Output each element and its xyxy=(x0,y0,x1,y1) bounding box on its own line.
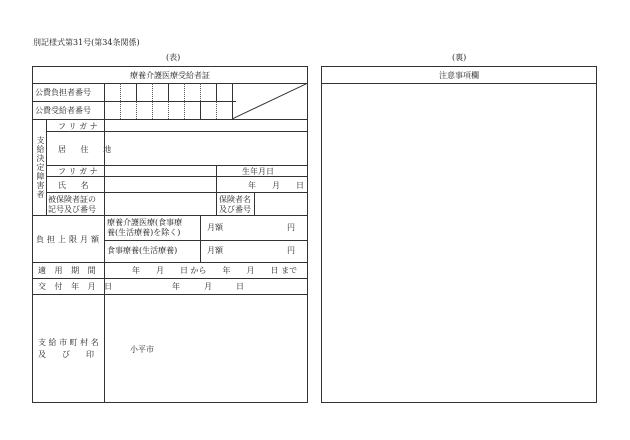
municipality-value: 小平市 xyxy=(130,345,154,354)
recipient-side-label: 支給決定障害者 xyxy=(36,136,45,199)
address-label: 居 住 地 xyxy=(58,145,118,154)
insured-card-label-2: 記号及び番号 xyxy=(48,205,96,214)
issue-date-value: 年 月 日 xyxy=(172,282,244,291)
limit-item-1-line-1: 療養介護医療(食事療 xyxy=(107,218,183,227)
yen-1: 円 xyxy=(287,223,295,232)
municipality-label-1: 支 給 市 町 村 名 xyxy=(38,338,99,347)
limit-item-1-line-2: 養(生活療養)を除く) xyxy=(107,228,181,237)
insurer-label-1: 保険者名 xyxy=(219,195,251,204)
back-card-title: 注意事項欄 xyxy=(439,71,479,80)
name-label: 氏 名 xyxy=(58,181,95,190)
yen-2: 円 xyxy=(287,246,295,255)
issue-date-label: 交 付 年 月 日 xyxy=(38,282,116,291)
recipient-number-label: 公費受給者番号 xyxy=(35,106,91,115)
municipality-label-2: 及 び 印 xyxy=(38,350,94,359)
furigana-label-1: フ リ ガ ナ xyxy=(58,122,98,131)
back-card xyxy=(321,66,597,403)
back-side-label: (裏) xyxy=(452,53,467,62)
insurer-label-2: 及び番号 xyxy=(219,205,251,214)
birthdate-label: 生年月日 xyxy=(242,167,274,176)
front-card-title: 療養介護医療受給者証 xyxy=(130,71,210,80)
monthly-label-2: 月額 xyxy=(207,246,223,255)
front-side-label: (表) xyxy=(166,53,181,62)
payer-number-label: 公費負担者番号 xyxy=(35,88,91,97)
furigana-label-2: フ リ ガ ナ xyxy=(58,167,98,176)
form-reference: 別記様式第31号(第34条関係) xyxy=(33,38,140,47)
diagonal-strike xyxy=(232,83,308,119)
period-label: 適 用 期 間 xyxy=(38,266,99,275)
insured-card-label-1: 被保険者証の xyxy=(48,195,96,204)
limit-item-2: 食事療養(生活療養) xyxy=(107,246,178,255)
birthdate-value: 年 月 日 xyxy=(248,181,304,190)
period-value: 年 月 日 から 年 月 日 まで xyxy=(132,266,298,275)
limit-label: 負担上限月額 xyxy=(36,235,102,244)
monthly-label-1: 月額 xyxy=(207,223,223,232)
